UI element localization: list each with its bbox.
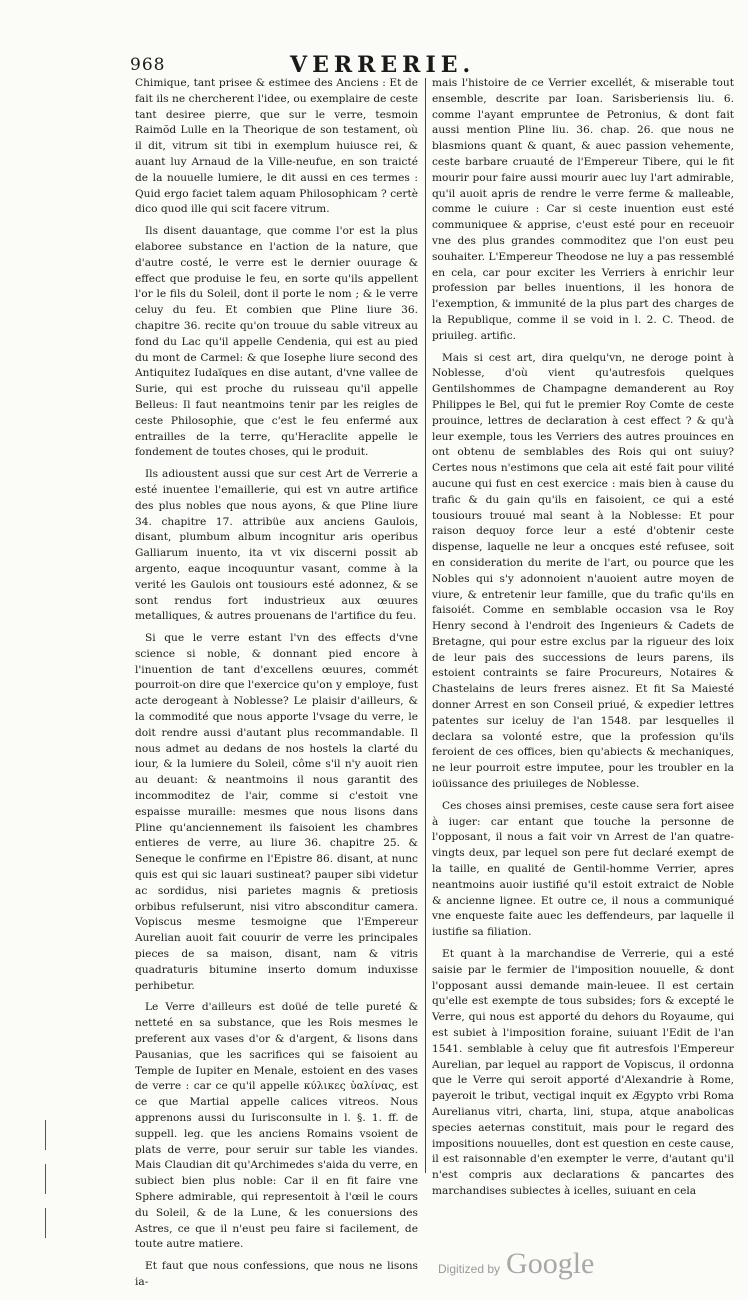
- margin-marks: [40, 1120, 52, 1300]
- paragraph: Ces choses ainsi premises, ceste cause sera fort aisee à iuger: car entant que touche la personne de l'opposant, il nous a fait voir vn Arrest de l'an quatre-vingts deux, par lequel son pere fut declaré exempt de la taille, en qualité de Gentil-homme Verrier, apres neantmoins auoir iustifié qu'il estoit extraict de Noble & ancienne lignee. Et outre ce, il nous a communiqué vne enqueste faite auec les deffendeurs, par laquelle il iustifie sa filiation.: [432, 799, 734, 939]
- paragraph: mais l'histoire de ce Verrier excellét, & miserable tout ensemble, descrite par Ioan. Sarisberiensis liu. 6. comme l'ayant empruntee de Petronius, & dont fait aussi mention Pline liu. 36. chap. 26. que nous ne blasmions quant & quant, & auec passion vehemente, ceste barbare cruauté de l'Empereur Tibere, qui le fit mourir pour faire aussi mourir auec luy l'art admirable, qu'il auoit apris de rendre le verre ferme & malleable, comme le cuiure : Car si ceste inuention eust esté communiquee & apprise, c'eust esté pour en receuoir vne des plus grandes commoditez que l'on eust peu souhaiter. L'Empereur Theodose ne luy a pas ressemblé en cela, car pour exciter les Verriers à enrichir leur profession par belles inuentions, il les honora de l'exemption, & immunité de la plus part des charges de la Republique, comme il se void in l. 2. C. Theod. de priuileg. artific.: [432, 77, 734, 342]
- margin-mark: [45, 1164, 46, 1194]
- running-head: VERRERIE.: [290, 52, 476, 78]
- paragraph: Ils adioustent aussi que sur cest Art de Verrerie a esté inuentee l'emaillerie, qui est vn autre artifice des plus nobles que nous ayons, & que Pline liure 34. chapitre 17. attribüe aux anciens Gaulois, disant, plumbum album incognitur aris operibus Galliarum inuento, ita vt vix discerni possit ab argento, eaque incoquuntur vasant, comme à la verité les Gaulois ont tousiours esté adonnez, & se sont rendus fort industrieux aux œuures metalliques, & autres prouenans de l'artifice du feu.: [135, 468, 418, 623]
- paragraph: Mais si cest art, dira quelqu'vn, ne deroge point à Noblesse, d'où vient qu'autresfois quelques Gentilshommes de Champagne demanderent au Roy Philippes le Bel, qui fut le premier Roy Comte de ceste prouince, lettres de declaration à cest effect ? & qu'à leur exemple, tous les Verriers des autres prouinces en ont obtenu de semblables des Rois qui ont suiuy? Certes nous n'estimons que cela ait esté fait pour vilité aucune qui fust en cest exercice : mais bien à cause du trafic & du gain qu'ils en faisoient, ce qui a esté tousiours trouué mal seant à la Noblesse: Et pour raison dequoy force leur a esté d'obtenir ceste dispense, laquelle ne leur a oncques esté refusee, soit en consideration du merite de l'art, ou pource que les Nobles qui s'y adonnoient n'auoient autre moyen de viure, & entretenir leur famille, que du trafic qu'ils en faisoiét. Comme en semblable occasion vsa le Roy Henry second à l'endroit des Ingenieurs & Cadets de Bretagne, qui pour estre exclus par la rigueur des loix de leur pais des successions de leurs parens, ils estoient contraints se faire Procureurs, Notaires & Chastelains de leurs freres aisnez. Et fit Sa Maiesté donner Arrest en son Conseil priué, & expedier lettres patentes sur iceluy de l'an 1548. par lesquelles il declara sa volonté estre, que la profession qu'ils feroient de ces offices, bien qu'abiects & mechaniques, ne leur pourroit estre imputee, pour les troubler en la ioüissance des priuileges de Noblesse.: [432, 351, 734, 791]
- paragraph: Le Verre d'ailleurs est doüé de telle pureté & netteté en sa substance, que les Rois mesmes le preferent aux vases d'or & d'argent, & lisons dans Pausanias, que les sacrifices qui se faisoient au Temple de Iupiter en Menale, estoient en des vases de verre : car ce qu'il appelle κύλικες ὑαλίνας, est ce que Martial appelle calices vitreos. Nous apprenons aussi du Iurisconsulte in l. §. 1. ff. de suppell. leg. que les anciens Romains vsoient de plats de verre, pour seruir sur table les viandes. Mais Claudian dit qu'Archimedes s'aida du verre, en subiect bien plus noble: Car il en fit faire vne Sphere admirable, qui representoit à l'œil le cours du Soleil, & de la Lune, & les conuersions des Astres, ce que il n'eust peu faire si facilement, de toute autre matiere.: [135, 1001, 418, 1251]
- google-logo: Google: [506, 1247, 595, 1280]
- paragraph: Et quant à la marchandise de Verrerie, qui a esté saisie par le fermier de l'imposition nouuelle, & dont l'opposant aussi demande main-leuee. Il est certain qu'elle est exempte de tous subsides; fors & excepté le Verre, qui nous est apporté du dehors du Royaume, qui est subiet à l'imposition foraine, suiuant l'Edit de l'an 1541. semblable à celuy que fit autresfois l'Empereur Aurelian, par lequel au rapport de Vopiscus, il ordonna que le Verre qui seroit apporté d'Alexandrie à Rome, payeroit le tribut, vectigal inquit ex Ægypto vrbi Roma Aurelianus vitri, charta, lini, stupa, atque anabolicas species aeternas constituit, mais pour le regard des impositions nouuelles, dont est question en ceste cause, il est raisonnable d'en exempter le verre, d'autant qu'il n'est compris aux declarations & pancartes des marchandises subiectes à icelles, suiuant en cela: [432, 948, 734, 1197]
- digitized-label: Digitized by: [438, 1262, 501, 1276]
- paragraph: Si que le verre estant l'vn des effects d'vne science si noble, & donnant pied encore à l'inuention de tant d'excellens œuures, commét pourroit-on dire que l'exercice qu'on y employe, fust acte derogeant à Noblesse? Le plaisir d'ailleurs, & la commodité que nous apporte l'vsage du verre, le doit rendre aussi d'autant plus recommandable. Il nous admet au dedans de nos hostels la clarté du iour, & la lumiere du Soleil, côme s'il n'y auoit rien au deuant: & neantmoins il nous garantit des incommoditez de l'air, comme si c'estoit vne espaisse muraille: mesmes que nous lisons dans Pline qu'anciennement ils faisoient les chambres entieres de verre, au liure 36. chapitre 25. & Seneque le confirme en l'Epistre 86. disant, at nunc quis est qui sic lauari sustineat? pauper sibi videtur ac sordidus, nisi parietes magnis & pretiosis orbibus refulserunt, nisi vitro absconditur camera. Vopiscus mesme tesmoigne que l'Empereur Aurelian auoit fait couurir de verre les principales pieces de sa maison, disant, nam & vitris quadraturis bitumine inserto domum induxisse perhibetur.: [135, 632, 418, 992]
- margin-mark: [45, 1120, 46, 1150]
- right-text-column: [432, 76, 734, 1197]
- paragraph: Et faut que nous confessions, que nous ne lisons ia-: [135, 1260, 418, 1288]
- paragraph: Ils disent dauantage, que comme l'or est la plus elaboree substance en l'action de la nature, que d'autre costé, le verre est le dernier ouurage & effect que produise le feu, en sorte qu'ils appellent l'or le fils du Soleil, dont il porte le nom ; & le verre celuy du feu. Et combien que Pline liure 36. chapitre 36. recite qu'on trouue du sable vitreux au fond du Lac qu'il appelle Cendenia, qui est au pied du mont de Carmel: & que Iosephe liure second des Antiquitez Iudaïques en dise autant, d'vne vallee de Surie, qui est proche du ruisseau qu'il appelle Belleus: Il faut neantmoins tenir par les reigles de ceste Philosophie, que c'est le feu enfermé aux entrailles de la terre, qu'Heraclite appelle le fondement de toutes choses, qui le produit.: [135, 225, 418, 459]
- page-number: 968: [130, 55, 166, 75]
- left-text-column: [135, 76, 418, 1288]
- digitized-by-watermark: [438, 1247, 594, 1281]
- margin-mark: [45, 1208, 46, 1238]
- paragraph: Chimique, tant prisee & estimee des Anciens : Et de fait ils ne chercherent l'idee, ou exemplaire de ceste tant desiree pierre, que sur le verre, tesmoin Raimõd Lulle en la Theorique de son testament, où il dit, vitrum sit tibi in exemplum huiusce rei, & auant luy Arnaud de la Ville-neufue, en son traicté de la nouuelle lumiere, le dit aussi en ces termes : Quid ergo faciet talem aquam Philosophicam ? certè dico quod ille qui scit facere vitrum.: [135, 77, 418, 216]
- column-divider: [425, 78, 426, 1173]
